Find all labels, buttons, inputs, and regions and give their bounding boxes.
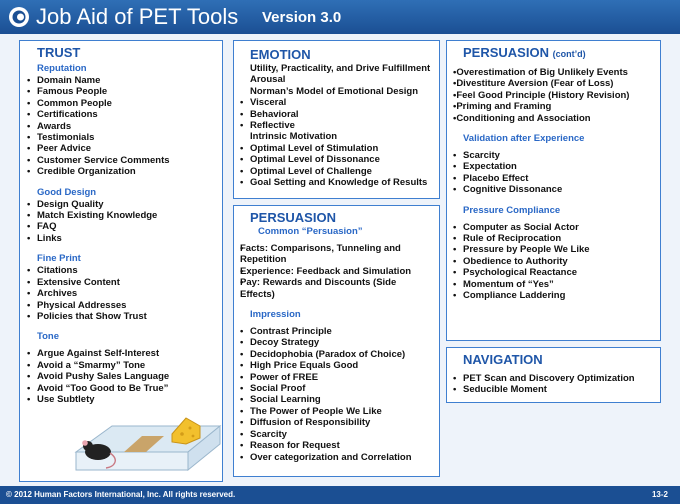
list-item: • Social Learning <box>240 394 433 405</box>
list-item: • Archives <box>27 288 222 299</box>
footer-bar <box>0 486 680 504</box>
list-item: • Obedience to Authority <box>453 256 654 267</box>
list-item: • PET Scan and Discovery Optimization <box>453 373 654 384</box>
list-item: • Optimal Level of Challenge <box>240 166 439 177</box>
list-item: • Avoid a “Smarmy” Tone <box>27 360 222 371</box>
trust-title: TRUST <box>37 45 81 60</box>
list-item: • Reflective <box>240 120 439 131</box>
list-item: • Design Quality <box>27 199 222 210</box>
list-item: • Argue Against Self-Interest <box>27 348 222 359</box>
good-design-heading: Good Design <box>37 186 97 198</box>
list-item: • Extensive Content <box>27 277 222 288</box>
tone-heading: Tone <box>37 331 59 343</box>
impression-heading: Impression <box>250 309 301 321</box>
list-item: • Decoy Strategy <box>240 337 433 348</box>
persuasion-title: PERSUASION <box>250 210 336 225</box>
list-item: • The Power of People We Like <box>240 406 433 417</box>
list-item: • Computer as Social Actor <box>453 222 654 233</box>
page-number: 13-2 <box>651 490 668 499</box>
list-item: • Links <box>27 233 222 244</box>
list-item: • Scarcity <box>240 429 433 440</box>
list-item: • Testimonials <box>27 132 222 143</box>
reputation-heading: Reputation <box>37 63 87 74</box>
list-item: • Contrast Principle <box>240 326 433 337</box>
list-item: • Compliance Laddering <box>453 290 654 301</box>
persuasion-contd-panel <box>446 40 661 341</box>
list-item: Norman’s Model of Emotional Design <box>250 85 419 97</box>
list-item: • Credible Organization <box>27 166 222 177</box>
list-item: •Feel Good Principle (History Revision) <box>453 89 630 101</box>
version-label: Version 3.0 <box>262 9 342 26</box>
list-item: • High Price Equals Good <box>240 360 433 371</box>
list-item: • Goal Setting and Knowledge of Results <box>240 177 439 188</box>
list-item: • Experience: Feedback and Simulation <box>240 266 433 277</box>
hfi-logo-icon <box>8 6 30 28</box>
list-item: • Placebo Effect <box>453 173 654 184</box>
list-item: Utility, Practicality, and Drive Fulfillment <box>250 63 431 74</box>
pressure-compliance-heading: Pressure Compliance <box>463 204 561 216</box>
list-item: • FAQ <box>27 221 222 232</box>
title-bar <box>0 0 680 34</box>
emotion-title: EMOTION <box>250 47 311 62</box>
list-item: •Priming and Framing <box>453 101 552 113</box>
list-item: • Power of FREE <box>240 372 433 383</box>
list-item: • Match Existing Knowledge <box>27 210 222 221</box>
list-item: Intrinsic Motivation <box>250 131 338 143</box>
fine-print-heading: Fine Print <box>37 253 81 265</box>
page-title: Job Aid of PET Tools <box>36 4 239 29</box>
list-item: • Domain Name <box>27 75 222 86</box>
list-item: • Policies that Show Trust <box>27 311 222 322</box>
list-item: • Physical Addresses <box>27 300 222 311</box>
list-item: • Optimal Level of Stimulation <box>240 143 439 154</box>
list-item: •Overestimation of Big Unlikely Events <box>453 67 628 78</box>
list-item: • Pressure by People We Like <box>453 244 654 255</box>
list-item: • Over categorization and Correlation <box>240 452 433 463</box>
copyright-text: © 2012 Human Factors International, Inc. All rights reserved. <box>6 490 236 499</box>
list-item: • Decidophobia (Paradox of Choice) <box>240 349 433 360</box>
list-item: • Citations <box>27 265 222 276</box>
list-item: • Psychological Reactance <box>453 267 654 278</box>
list-item: • Seducible Moment <box>453 384 654 395</box>
list-item: • Avoid “Too Good to Be True” <box>27 383 222 394</box>
list-item: • Expectation <box>453 161 654 172</box>
list-item: • Social Proof <box>240 383 433 394</box>
list-item: •Divestiture Aversion (Fear of Loss) <box>453 78 614 90</box>
list-item: •Conditioning and Association <box>453 112 591 124</box>
list-item: • Scarcity <box>453 150 654 161</box>
list-item: • Reason for Request <box>240 440 433 451</box>
list-item: • Famous People <box>27 86 222 97</box>
mouse-maze-illustration <box>68 412 228 474</box>
list-item: • Common People <box>27 98 222 109</box>
list-item: • Optimal Level of Dissonance <box>240 154 439 165</box>
list-item: • Diffusion of Responsibility <box>240 417 433 428</box>
list-item: • Use Subtlety <box>27 394 222 405</box>
list-item: • Customer Service Comments <box>27 155 222 166</box>
persuasion-panel <box>233 205 440 477</box>
list-item: • Awards <box>27 121 222 132</box>
list-item: • Certifications <box>27 109 222 120</box>
list-item: Arousal <box>250 74 286 86</box>
navigation-panel <box>446 347 661 403</box>
list-item: • Rule of Reciprocation <box>453 233 654 244</box>
persuasion-contd-title: PERSUASION (cont’d) <box>463 45 586 60</box>
list-item: • Momentum of “Yes” <box>453 279 654 290</box>
list-item: • Visceral <box>240 97 439 108</box>
navigation-title: NAVIGATION <box>463 352 543 367</box>
emotion-panel <box>233 40 440 199</box>
common-persuasion-heading: Common “Persuasion” <box>258 226 363 237</box>
list-item: • Avoid Pushy Sales Language <box>27 371 222 382</box>
validation-heading: Validation after Experience <box>463 133 585 145</box>
list-item: • Behavioral <box>240 109 439 120</box>
list-item: • Cognitive Dissonance <box>453 184 654 195</box>
list-item: • Facts: Comparisons, Tunneling and Repetition <box>240 243 433 266</box>
list-item: • Peer Advice <box>27 143 222 154</box>
list-item: • Pay: Rewards and Discounts (Side Effects) <box>240 277 433 300</box>
